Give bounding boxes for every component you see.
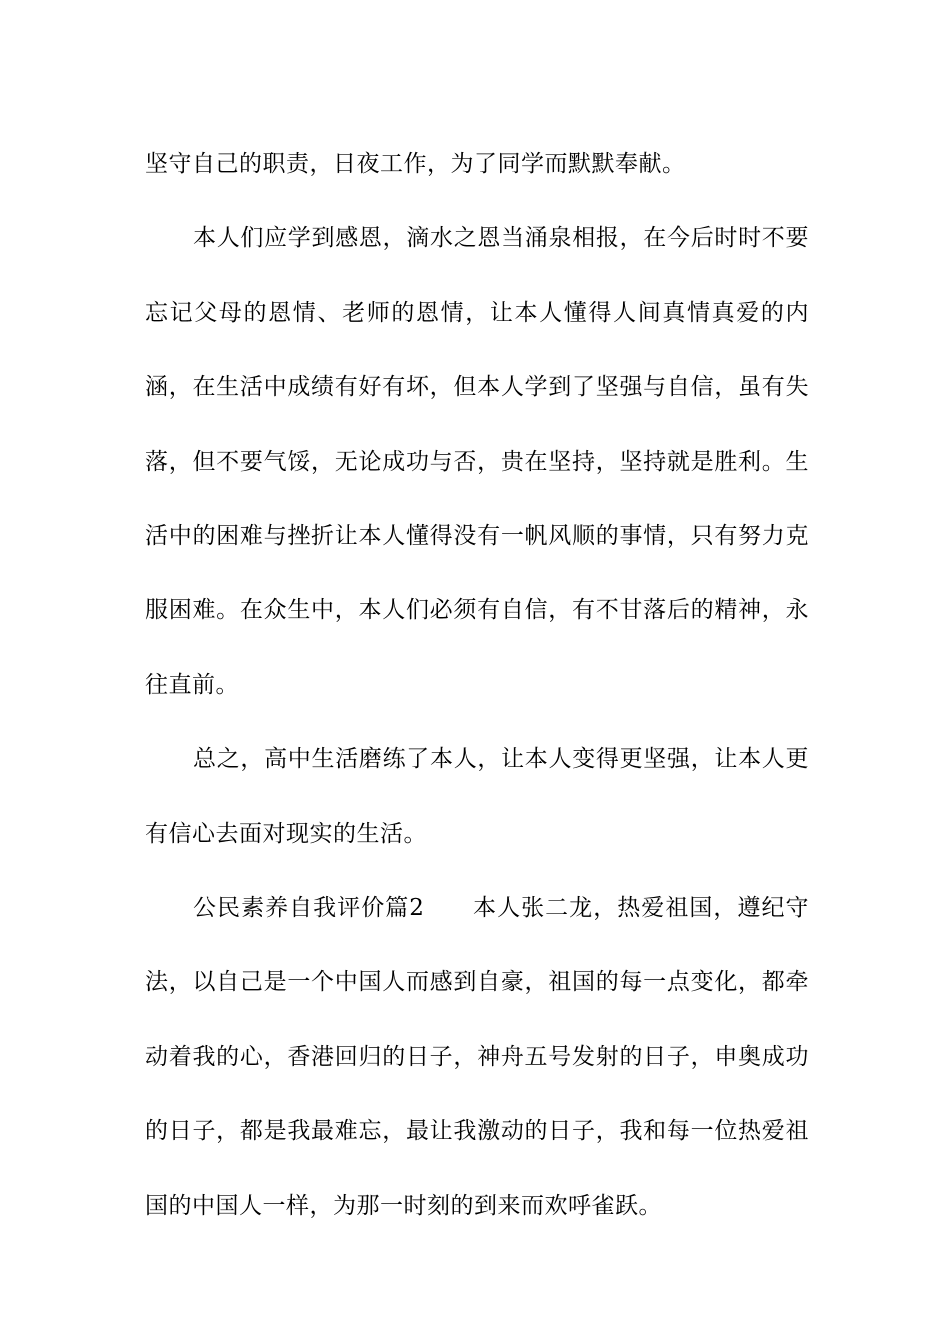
body-text (145, 127, 809, 1243)
paragraph-gratitude: 本人们应学到感恩，滴水之恩当涌泉相报，在今后时时不要忘记父母的恩情、老师的恩情，让本人懂得人间真情真爱的内涵，在生活中成绩有好有坏，但本人学到了坚强与自信，虽有失落，但不要气馁，无论成功与否，贵在坚持，坚持就是胜利。生活中的困难与挫折让本人懂得没有一帆风顺的事情，只有努力克服困难。在众生中，本人们必须有自信，有不甘落后的精神，永往直前。 (145, 225, 809, 698)
paragraph-conclusion: 总之，高中生活磨练了本人，让本人变得更坚强，让本人更有信心去面对现实的生活。 (145, 746, 809, 847)
paragraph-continuation: 坚守自己的职责，日夜工作，为了同学而默默奉献。 (145, 151, 686, 177)
paragraph-section-2: 公民素养自我评价篇2 本人张二龙，热爱祖国，遵纪守法，以自己是一个中国人而感到自豪，祖国的每一点变化，都牵动着我的心，香港回归的日子，神舟五号发射的日子，申奥成功的日子，都是我最难忘，最让我激动的日子，我和每一位热爱祖国的中国人一样，为那一时刻的到来而欢呼雀跃。 (145, 895, 809, 1219)
